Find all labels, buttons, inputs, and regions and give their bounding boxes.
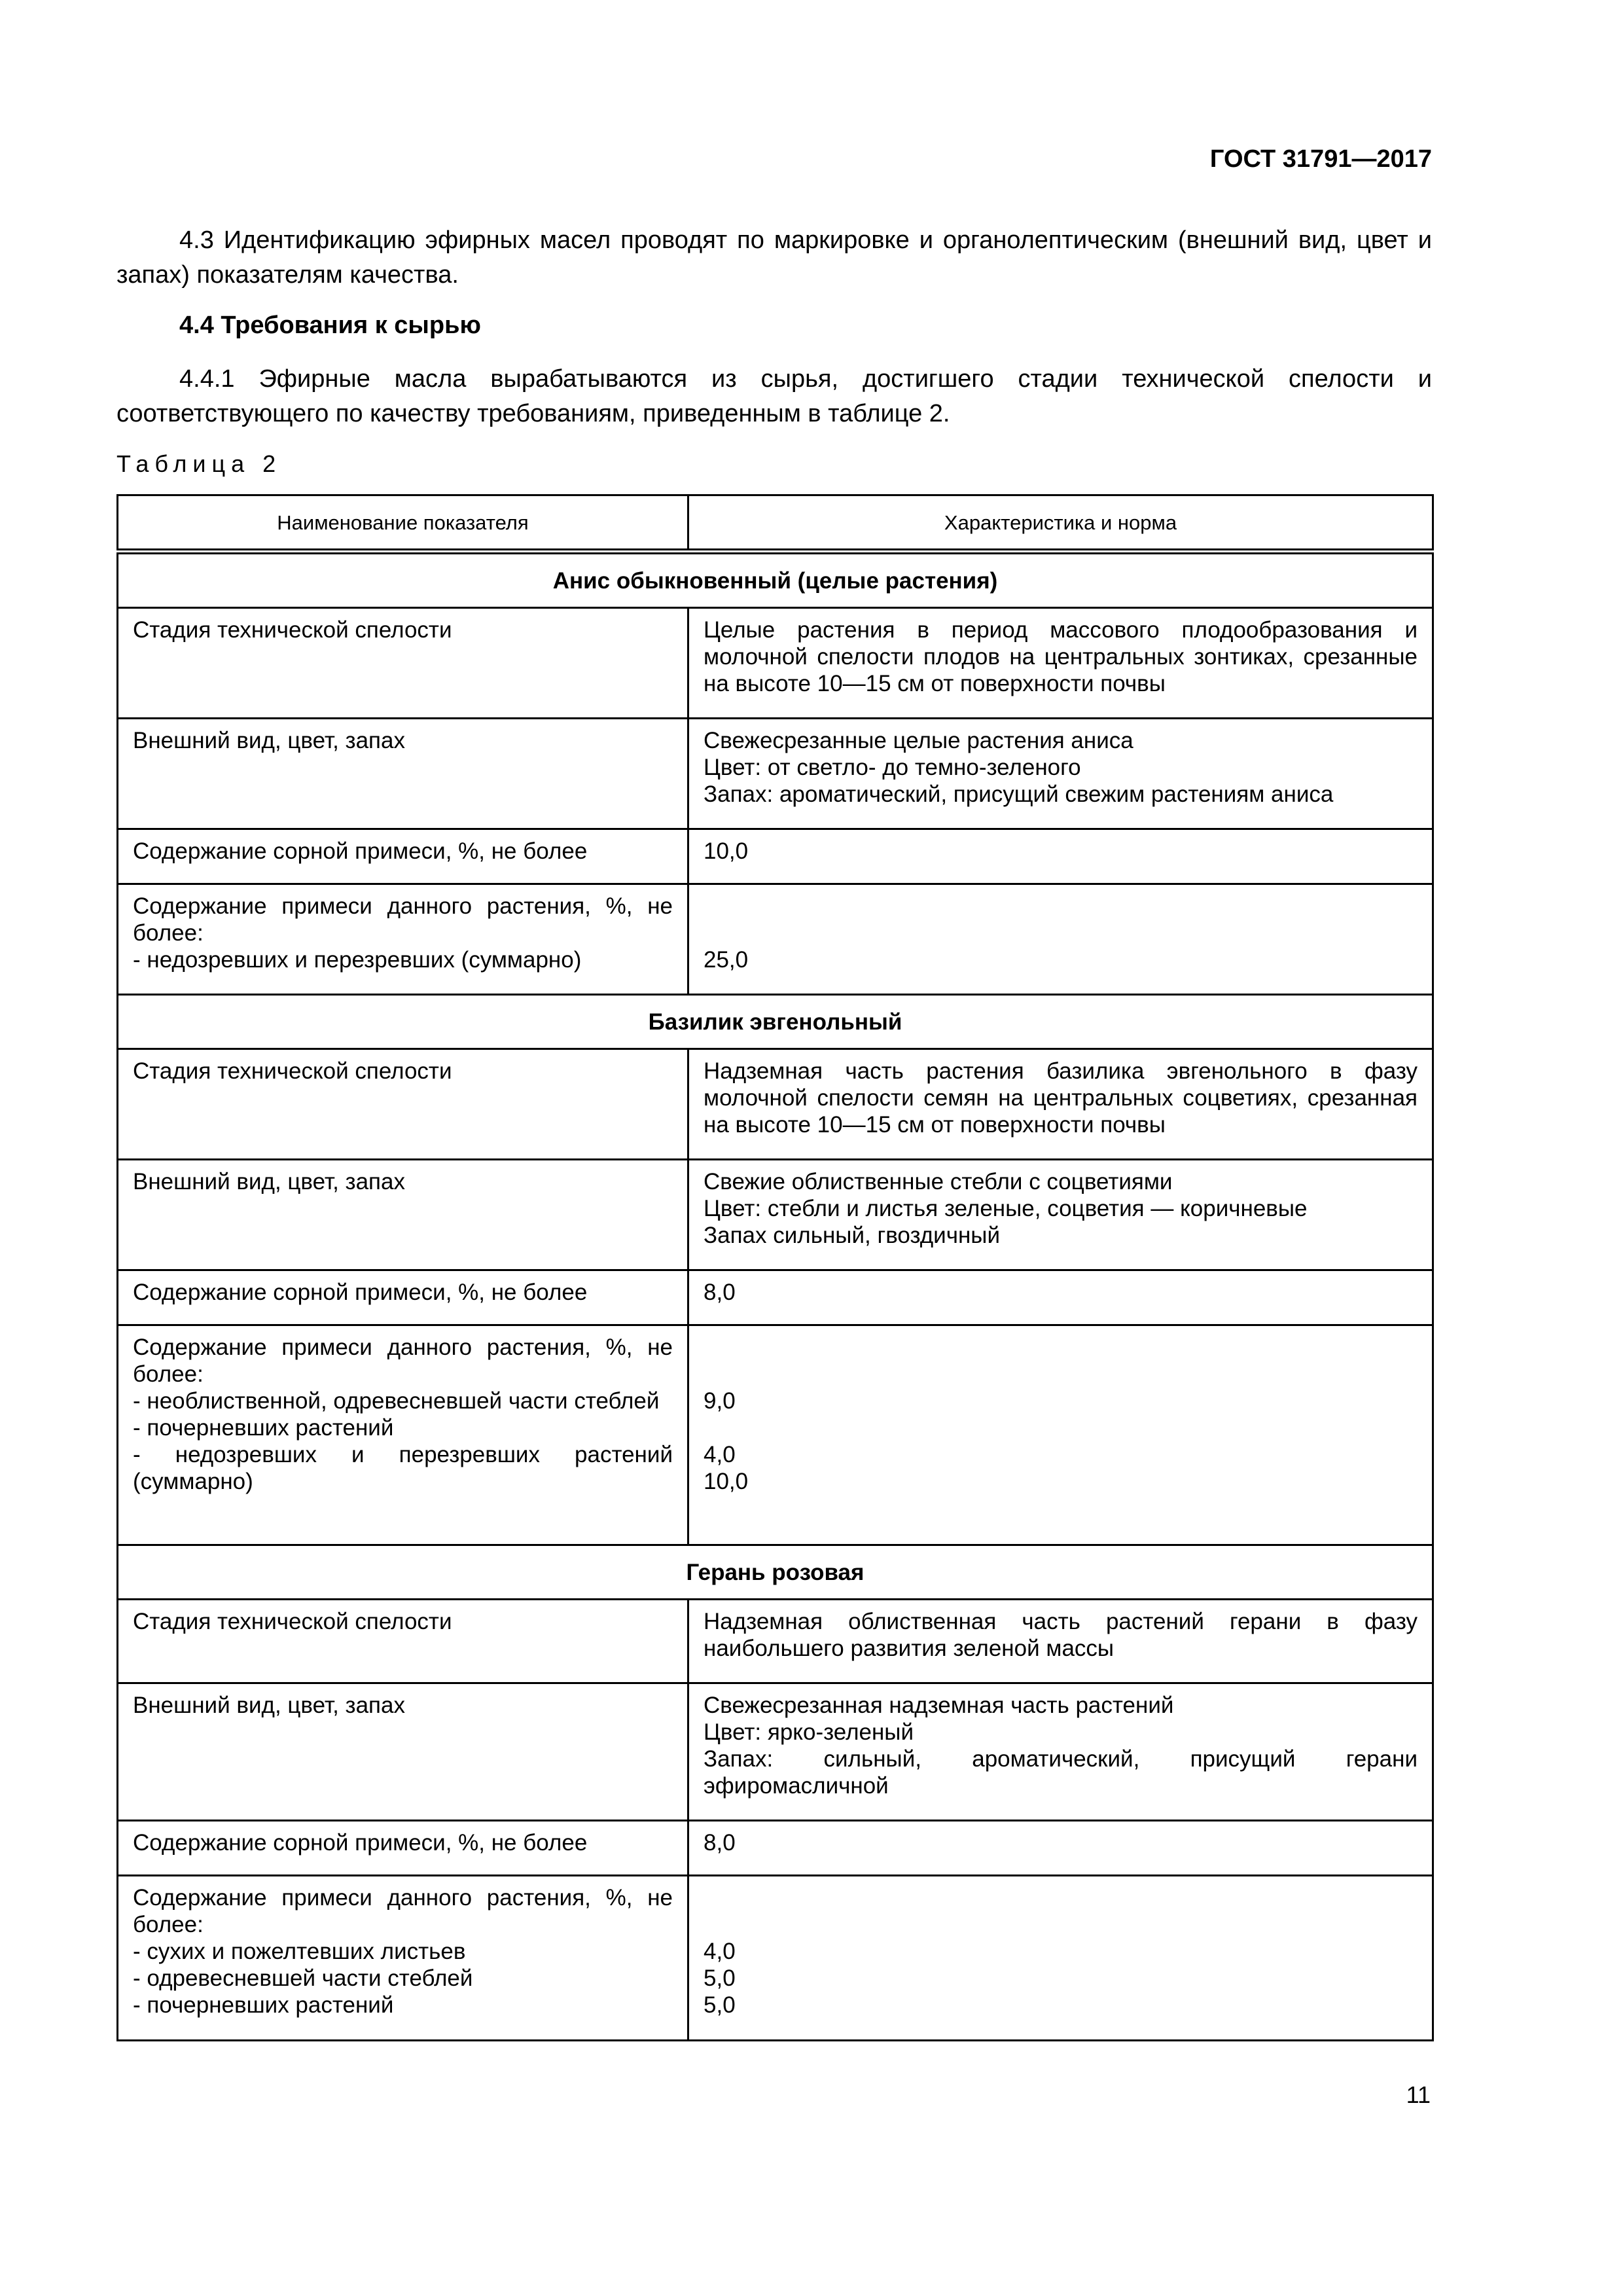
indicator-line: - почерневших растений [133,1992,394,2018]
value-line: Цвет: стебли и листья зеленые, соцветия — коричневые [704,1196,1308,1221]
cell-indicator: Внешний вид, цвет, запах [118,719,688,829]
table-row [118,884,1433,995]
paragraph-4-4-1 [116,362,1432,431]
header-indicator-name: Наименование показателя [118,495,688,552]
cell-indicator [118,884,688,995]
value-line: 10,0 [704,1469,749,1494]
table-row [118,1160,1433,1270]
indicator-line: - сухих и пожелтевших листьев [133,1939,466,1964]
value-line: Запах сильный, гвоздичный [704,1223,1001,1248]
paragraph-4-3 [116,223,1432,293]
table-header-row [118,495,1433,552]
value-line: 25,0 [704,947,749,973]
indicator-line: - почерневших растений [133,1415,394,1441]
table-row [118,1683,1433,1821]
indicator-line: - необлиственной, одревесневшей части стеблей [133,1388,660,1414]
document-code: ГОСТ 31791—2017 [1209,145,1432,173]
value-line: Свежесрезанные целые растения аниса [704,728,1133,753]
value-line: Свежие облиственные стебли с соцветиями [704,1169,1173,1194]
value-line: Запах: сильный, ароматический, присущий герани эфиромасличной [704,1746,1418,1799]
cell-value: 8,0 [688,1270,1433,1325]
section-row-geranium [118,1545,1433,1600]
table-row [118,829,1433,884]
table-row [118,1325,1433,1545]
cell-indicator: Содержание сорной примеси, %, не более [118,829,688,884]
value-line: 5,0 [704,1965,736,1991]
cell-indicator: Стадия технической спелости [118,1049,688,1160]
section-heading-4-4: 4.4 Требования к сырью [179,312,481,339]
cell-indicator: Стадия технической спелости [118,1600,688,1683]
paragraph-4-3-text: 4.3 Идентификацию эфирных масел проводят по маркировке и органолептическим (внешний вид, цвет и запах) показателям качества. [116,226,1432,289]
value-line: Цвет: от светло- до темно-зеленого [704,755,1081,780]
value-line: Цвет: ярко-зеленый [704,1719,914,1745]
table-row [118,1876,1433,2041]
table-row [118,1049,1433,1160]
requirements-table-wrap [116,494,1432,2041]
cell-value: Целые растения в период массового плодообразования и молочной спелости плодов на центральных зонтиках, срезанные на высоте 10—15 см от поверхности почвы [688,608,1433,719]
section-row-anise [118,552,1433,608]
value-line: Запах: ароматический, присущий свежим растениям аниса [704,781,1334,807]
cell-value: Надземная облиственная часть растений герани в фазу наибольшего развития зеленой массы [688,1600,1433,1683]
table-row [118,608,1433,719]
section-title: Базилик эвгенольный [118,995,1433,1049]
cell-indicator: Внешний вид, цвет, запах [118,1160,688,1270]
page-number: 11 [1406,2081,1431,2108]
cell-indicator: Содержание сорной примеси, %, не более [118,1821,688,1876]
header-characteristic: Характеристика и норма [688,495,1433,552]
cell-indicator: Содержание сорной примеси, %, не более [118,1270,688,1325]
section-title: Анис обыкновенный (целые растения) [118,552,1433,608]
cell-indicator: Стадия технической спелости [118,608,688,719]
table-caption: Таблица 2 [116,450,282,477]
value-line: Свежесрезанная надземная часть растений [704,1693,1174,1718]
indicator-line: Содержание примеси данного растения, %, не более: [133,893,673,946]
cell-value: Надземная часть растения базилика эвгенольного в фазу молочной спелости семян на центральных соцветиях, срезанная на высоте 10—15 см от поверхности почвы [688,1049,1433,1160]
cell-value [688,1683,1433,1821]
section-title: Герань розовая [118,1545,1433,1600]
indicator-line: - недозревших и перезревших растений (суммарно) [133,1442,673,1494]
cell-value [688,1160,1433,1270]
section-row-basil [118,995,1433,1049]
cell-indicator [118,1325,688,1545]
value-line: 5,0 [704,1992,736,2018]
indicator-line: - недозревших и перезревших (суммарно) [133,947,582,973]
table-row [118,1821,1433,1876]
requirements-table [116,494,1434,2041]
table-row [118,1600,1433,1683]
paragraph-4-4-1-text: 4.4.1 Эфирные масла вырабатываются из сырья, достигшего стадии технической спелости и соответствующего по качеству требованиям, приведенным в таблице 2. [116,365,1432,427]
value-line: 4,0 [704,1939,736,1964]
table-row [118,719,1433,829]
indicator-line: Содержание примеси данного растения, %, не более: [133,1335,673,1387]
cell-value: 10,0 [688,829,1433,884]
value-line: 9,0 [704,1388,736,1414]
cell-value [688,719,1433,829]
cell-indicator [118,1876,688,2041]
cell-value [688,1876,1433,2041]
indicator-line: Содержание примеси данного растения, %, не более: [133,1885,673,1937]
table-row [118,1270,1433,1325]
cell-value: 8,0 [688,1821,1433,1876]
value-line: 4,0 [704,1442,736,1467]
indicator-line: - одревесневшей части стеблей [133,1965,473,1991]
cell-value [688,1325,1433,1545]
cell-value [688,884,1433,995]
cell-indicator: Внешний вид, цвет, запах [118,1683,688,1821]
